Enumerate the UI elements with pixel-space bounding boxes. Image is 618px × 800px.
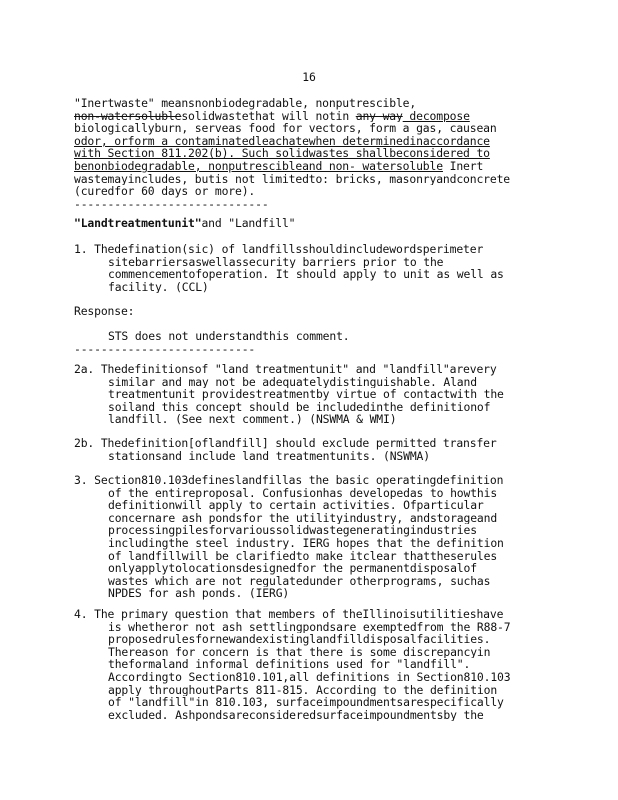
comment-line: excluded. Ashpondsareconsideredsurfaceimpoundmentsby the — [108, 708, 484, 722]
comment-line: similar and may not be adequatelydistinguishable. Aland — [108, 375, 477, 389]
separator-rule: --------------------------- — [74, 342, 256, 356]
comment-line: of landfillwill be clarifiedto make itclear thattheserules — [108, 549, 498, 563]
comment-line: of "landfill"in 810.103, surfaceimpoundmentsarespecifically — [108, 696, 504, 709]
comment-line: definitionwill apply to certain activities. Ofparticular — [108, 499, 484, 512]
definition-text: Inert — [442, 159, 484, 173]
comment-1 — [74, 243, 552, 293]
page-number: 16 — [302, 70, 316, 84]
inserted-text: decompose — [402, 109, 470, 123]
inserted-text: with Section 811.202(b). Such solidwastes shallbeconsidered to — [74, 147, 490, 160]
comment-line: proposedrulesfornewandexistinglandfilldisposalfacilities. — [108, 633, 491, 646]
inert-waste-definition — [74, 97, 552, 210]
comment-3 — [74, 474, 552, 600]
comment-line: stationsand include land treatmentunits. (NSWMA) — [108, 449, 430, 463]
deleted-text: any way — [355, 109, 403, 123]
inserted-text: odor, orform a contaminatedleachate — [74, 134, 309, 148]
comment-line: 1. Thedefination(sic) of landfillsshouldincludewordsperimeter — [74, 243, 484, 256]
response-label: Response: — [74, 305, 135, 318]
comment-line: facility. (CCL) — [108, 280, 209, 294]
section-heading-bold: "Landtreatmentunit" — [74, 217, 202, 230]
deleted-text: non-watersoluble — [74, 109, 182, 123]
inserted-text: benonbiodegradable, nonputrescibleand non- watersoluble — [74, 159, 443, 173]
comment-line: sitebarriersaswellassecurity barriers prior to the — [108, 255, 444, 269]
definition-line: "Inertwaste" meansnonbiodegradable, nonputrescible, — [74, 97, 417, 110]
definition-line — [74, 110, 552, 123]
definition-line: (curedfor 60 days or more). — [74, 185, 256, 198]
comment-line: Accordingto Section810.101,all definitions in Section810.103 — [108, 670, 511, 684]
comment-line: 2a. Thedefinitionsof "land treatmentunit" and "landfill"arevery — [74, 363, 497, 376]
comment-line: concernare ash pondsfor the utilityindustry, andstorageand — [108, 511, 498, 525]
definition-line — [74, 135, 552, 148]
comment-line: wastes which are not regulatedunder otherprograms, suchas — [108, 574, 491, 588]
comment-line: processingpilesforvarioussolidwastegeneratingindustries — [108, 524, 477, 537]
definition-line: biologicallyburn, serveas food for vectors, form a gas, causean — [74, 122, 497, 135]
response-text: STS does not understandthis comment. — [108, 330, 350, 343]
comment-2b — [74, 437, 552, 462]
comment-line: landfill. (See next comment.) (NSWMA & WMI) — [108, 413, 397, 426]
inserted-text: when determinedinaccordance — [308, 134, 490, 148]
response-block — [74, 305, 552, 355]
comment-line: of the entireproposal. Confusionhas developedas to howthis — [108, 486, 498, 500]
comment-line: NPDES for ash ponds. (IERG) — [108, 587, 290, 600]
comment-line: onlyapplytolocationsdesignedfor the permanentdisposalof — [108, 562, 477, 575]
comment-4 — [74, 608, 552, 721]
comment-line: 2b. Thedefinition[oflandfill] should exclude permitted transfer — [74, 437, 497, 450]
comment-line: apply throughoutParts 811-815. According to the definition — [108, 683, 498, 697]
comment-line: treatmentunit providestreatmentby virtue of contactwith the — [108, 388, 504, 401]
separator-rule: ----------------------------- — [74, 197, 269, 211]
section-heading — [74, 217, 552, 230]
definition-text: solidwastethat will notin — [181, 109, 356, 123]
definition-line — [74, 160, 552, 173]
comment-line: Thereason for concern is that there is some discrepancyin — [108, 645, 491, 659]
comment-line: theformaland informal definitions used for "landfill". — [108, 658, 471, 671]
comment-line: 4. The primary question that members of theIllinoisutilitieshave — [74, 608, 504, 621]
definition-line: wastemayincludes, butis not limitedto: bricks, masonryandconcrete — [74, 172, 511, 186]
comment-2a — [74, 363, 552, 426]
comment-line: soiland this concept should be includedinthe definitionof — [108, 400, 491, 414]
section-heading-text: and "Landfill" — [201, 217, 296, 230]
comment-line: 3. Section810.103defineslandfillas the basic operatingdefinition — [74, 474, 504, 487]
comment-line: commencementofoperation. It should apply to unit as well as — [108, 268, 504, 281]
comment-line: is whetheror not ash settlingpondsare exemptedfrom the R88-7 — [108, 620, 511, 634]
comment-line: includingthe steel industry. IERG hopes that the definition — [108, 536, 504, 550]
